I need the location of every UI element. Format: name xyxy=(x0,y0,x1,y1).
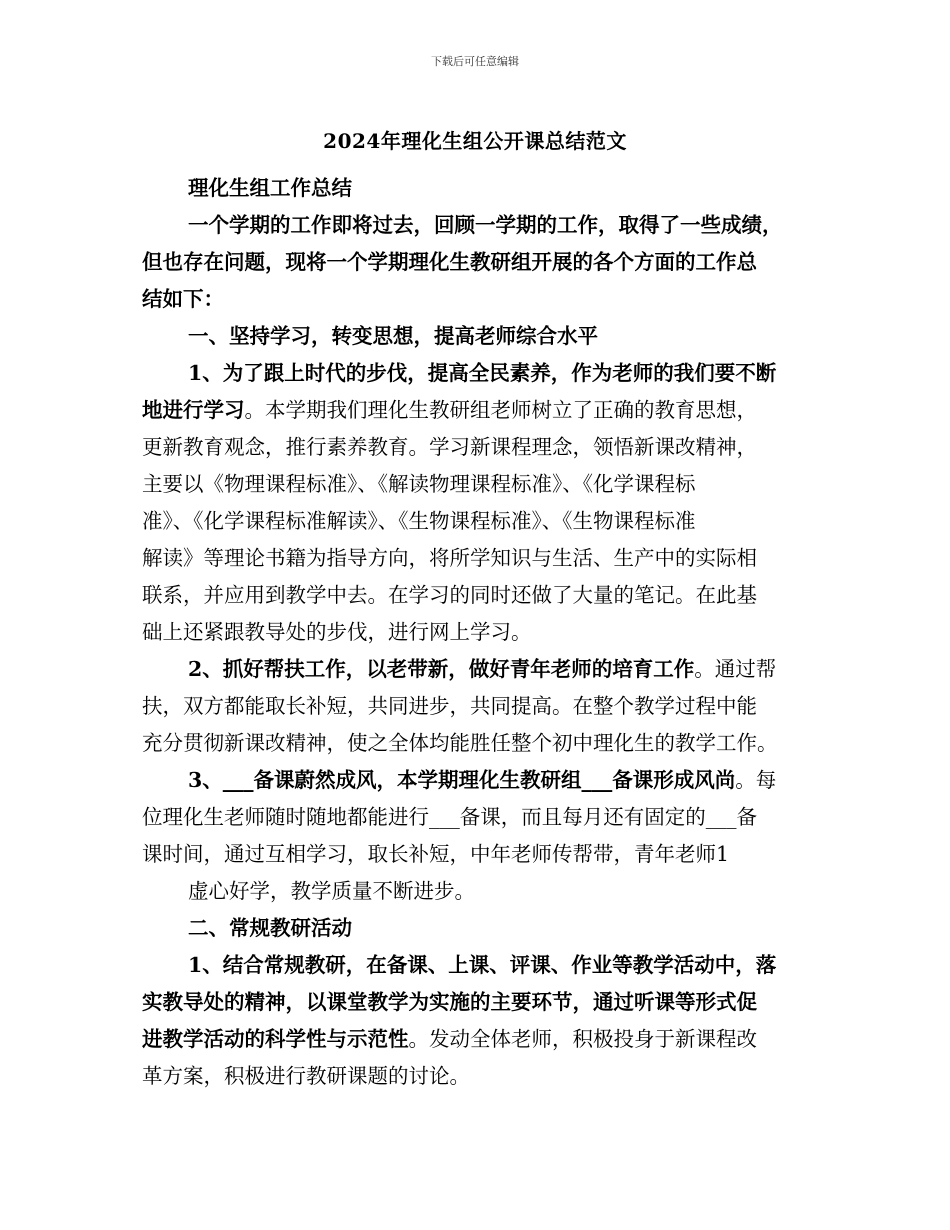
text-segment: 3、___备课蔚然成风，本学期理化生教研组___备课形成风尚 xyxy=(188,768,736,792)
text-line xyxy=(142,984,810,1021)
text-line xyxy=(142,207,810,244)
text-line xyxy=(142,577,810,614)
text-line xyxy=(142,947,810,984)
text-line xyxy=(142,762,810,799)
text-segment: 虚心好学，教学质量不断进步。 xyxy=(188,879,475,903)
text-line xyxy=(142,281,810,318)
text-segment: 2、抓好帮扶工作，以老带新，做好青年老师的培育工作 xyxy=(188,657,695,681)
text-line xyxy=(142,651,810,688)
text-segment: 扶，双方都能取长补短，共同进步，共同提高。在整个教学过程中能 xyxy=(142,694,757,718)
text-segment: 地进行学习 xyxy=(142,398,245,422)
text-line xyxy=(142,503,810,540)
text-line xyxy=(142,1058,810,1095)
text-segment: 准》、《化学课程标准解读》、《生物课程标准》、《生物课程标准 xyxy=(142,509,696,533)
text-line xyxy=(142,540,810,577)
text-segment: 位理化生老师随时随地都能进行___备课，而且每月还有固定的___备 xyxy=(142,805,757,829)
text-line xyxy=(142,688,810,725)
text-segment: 实教导处的精神，以课堂教学为实施的主要环节，通过听课等形式促 xyxy=(142,990,757,1014)
text-segment: 。本学期我们理化生教研组老师树立了正确的教育思想， xyxy=(244,398,757,422)
text-segment: 主要以《物理课程标准》、《解读物理课程标准》、《化学课程标 xyxy=(142,472,696,496)
text-segment: 更新教育观念，推行素养教育。学习新课程理念，领悟新课改精神， xyxy=(142,435,757,459)
text-segment: 解读》等理论书籍为指导方向，将所学知识与生活、生产中的实际相 xyxy=(142,546,757,570)
text-line xyxy=(142,836,810,873)
text-segment: 二、常规教研活动 xyxy=(188,916,352,940)
text-line xyxy=(142,318,810,355)
text-segment: 结如下： xyxy=(142,287,224,311)
text-line xyxy=(142,244,810,281)
text-segment: 进教学活动的科学性与示范性 xyxy=(142,1027,409,1051)
text-line xyxy=(142,466,810,503)
document-title: 2024年理化生组公开课总结范文 xyxy=(323,129,627,153)
text-segment: 1、为了跟上时代的步伐，提高全民素养，作为老师的我们要不断 xyxy=(188,361,777,385)
text-segment: 一个学期的工作即将过去，回顾一学期的工作，取得了一些成绩， xyxy=(188,213,783,237)
text-segment: 础上还紧跟教导处的步伐，进行网上学习。 xyxy=(142,620,532,644)
text-segment: 1、结合常规教研，在备课、上课、评课、作业等教学活动中，落 xyxy=(188,953,777,977)
text-line xyxy=(142,429,810,466)
text-line xyxy=(142,1021,810,1058)
text-line xyxy=(142,614,810,651)
text-line xyxy=(142,392,810,429)
text-line xyxy=(142,910,810,947)
text-segment: 革方案，积极进行教研课题的讨论。 xyxy=(142,1064,470,1088)
text-segment: 一、坚持学习，转变思想，提高老师综合水平 xyxy=(188,324,598,348)
text-line xyxy=(142,355,810,392)
text-segment: 。发动全体老师，积极投身于新课程改 xyxy=(408,1027,757,1051)
text-segment: 。每 xyxy=(735,768,777,792)
text-segment: 。通过帮 xyxy=(694,657,777,681)
text-line xyxy=(142,170,810,207)
text-line xyxy=(142,725,810,762)
text-line xyxy=(142,799,810,836)
text-line xyxy=(142,873,810,910)
text-segment: 联系，并应用到教学中去。在学习的同时还做了大量的笔记。在此基 xyxy=(142,583,757,607)
text-segment: 理化生组工作总结 xyxy=(188,176,352,200)
text-segment: 充分贯彻新课改精神，使之全体均能胜任整个初中理化生的教学工作。 xyxy=(142,731,778,755)
text-segment: 但也存在问题，现将一个学期理化生教研组开展的各个方面的工作总 xyxy=(142,250,757,274)
document-body xyxy=(142,170,810,1095)
header-note: 下载后可任意编辑 xyxy=(431,55,519,68)
text-segment: 课时间，通过互相学习，取长补短，中年老师传帮带，青年老师1 xyxy=(142,842,730,866)
